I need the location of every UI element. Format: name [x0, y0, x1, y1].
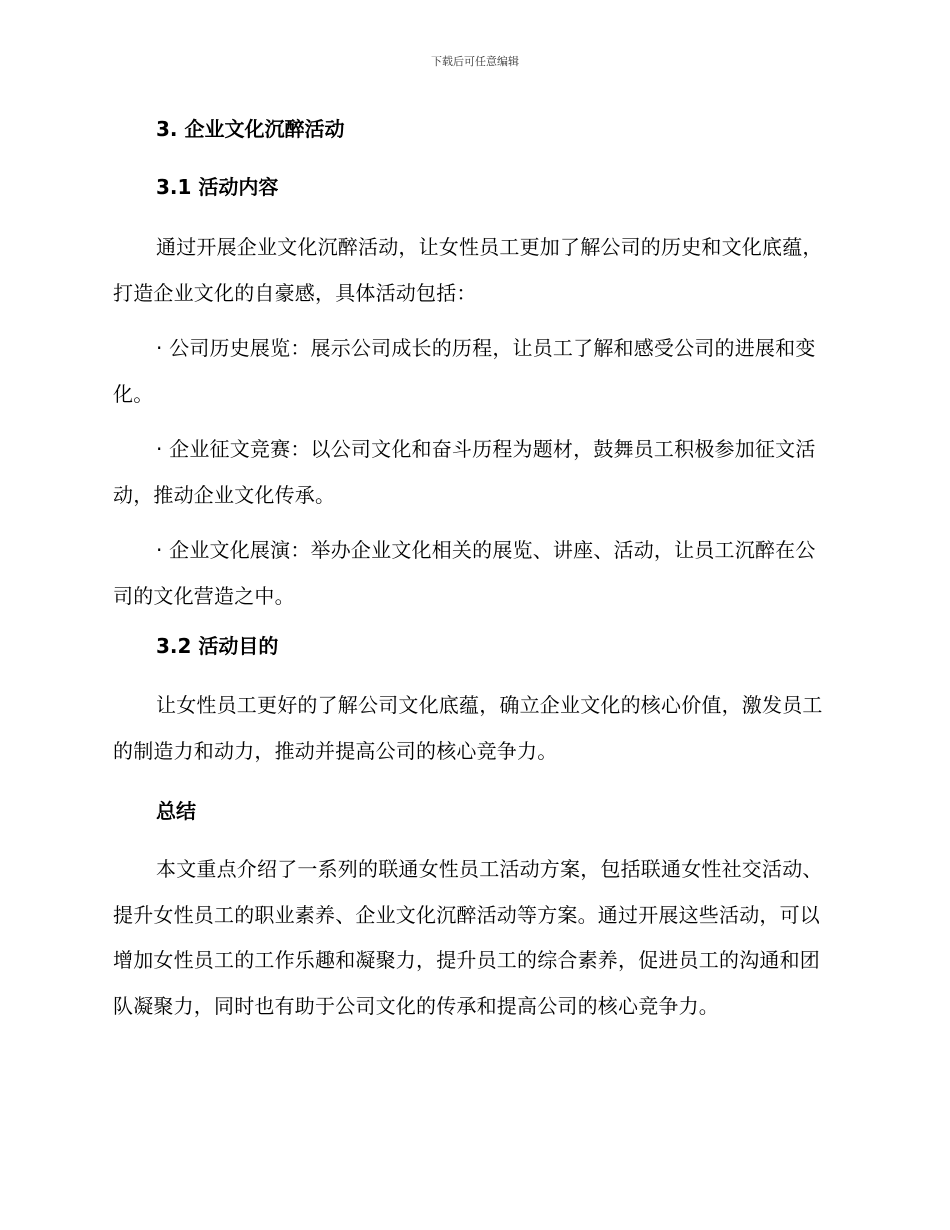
document-body: [113, 112, 830, 1029]
subsection-heading-content: 3.1 活动内容: [156, 175, 279, 199]
activity-item-history-exhibition: · 公司历史展览：展示公司成长的历程，让员工了解和感受公司的进展和变化。: [113, 336, 816, 406]
header-note: 下载后可任意编辑: [431, 55, 519, 68]
content-intro-paragraph: 通过开展企业文化沉醉活动，让女性员工更加了解公司的历史和文化底蕴，打造企业文化的自豪感，具体活动包括：: [113, 235, 823, 305]
activity-item-essay-contest: · 企业征文竞赛：以公司文化和奋斗历程为题材，鼓舞员工积极参加征文活动，推动企业文化传承。: [113, 437, 816, 507]
summary-paragraph: 本文重点介绍了一系列的联通女性员工活动方案，包括联通女性社交活动、提升女性员工的职业素养、企业文化沉醉活动等方案。通过开展这些活动，可以增加女性员工的工作乐趣和凝聚力，提升员工的综合素养，促进员工的沟通和团队凝聚力，同时也有助于公司文化的传承和提高公司的核心竞争力。: [113, 857, 823, 1018]
section-heading: 3. 企业文化沉醉活动: [156, 117, 345, 141]
subsection-heading-purpose: 3.2 活动目的: [156, 634, 279, 658]
activity-item-culture-show: · 企业文化展演：举办企业文化相关的展览、讲座、活动，让员工沉醉在公司的文化营造之中。: [113, 538, 816, 608]
summary-heading: 总结: [156, 799, 196, 823]
purpose-paragraph: 让女性员工更好的了解公司文化底蕴，确立企业文化的核心价值，激发员工的制造力和动力，推动并提高公司的核心竞争力。: [113, 693, 823, 763]
